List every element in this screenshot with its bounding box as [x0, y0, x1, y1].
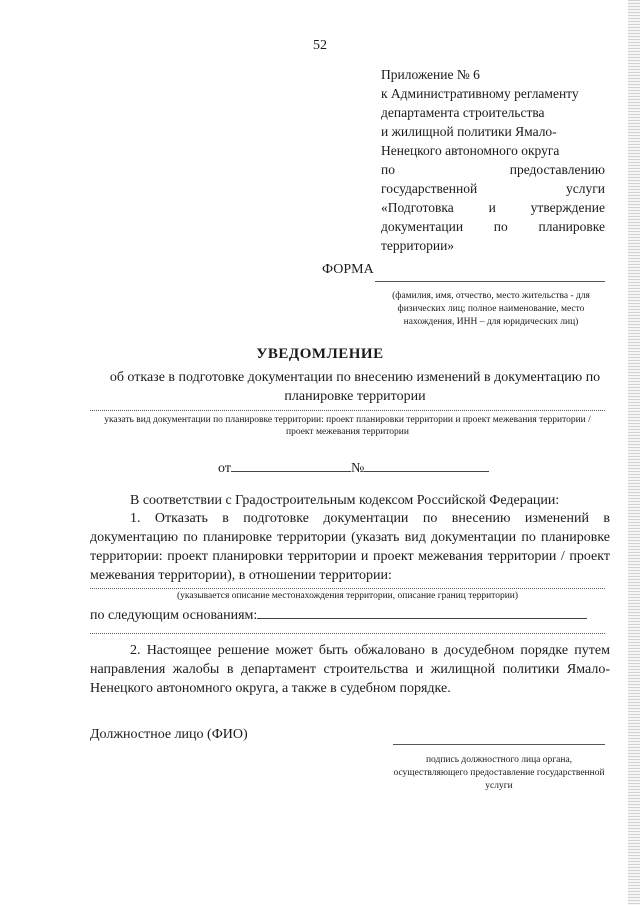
from-label: от: [218, 461, 231, 476]
document-title: УВЕДОМЛЕНИЕ: [256, 346, 384, 362]
doctype-field-line: [90, 410, 605, 411]
document-subtitle: об отказе в подготовке документации по внесению изменений в документацию по планировке территории: [109, 370, 601, 404]
appendix-line: документации по планировке: [381, 219, 605, 234]
intro-paragraph: В соответствии с Градостроительным кодексом Российской Федерации:: [130, 493, 560, 508]
appendix-header: [381, 65, 605, 255]
paragraph-1: [90, 509, 610, 585]
appendix-line: государственной услуги: [381, 181, 605, 196]
scan-edge: [628, 0, 640, 905]
grounds-row: [90, 604, 610, 624]
appendix-line: территории»: [381, 238, 455, 253]
signature-hint: подпись должностного лица органа, осуществляющего предоставление государственной услуги: [393, 755, 605, 791]
appendix-line: департамента строительства: [381, 105, 545, 120]
grounds-label: по следующим основаниям:: [90, 608, 258, 623]
official-label: Должностное лицо (ФИО): [90, 727, 248, 742]
appendix-line: Приложение № 6: [381, 67, 480, 82]
appendix-line: к Административному регламенту: [381, 86, 579, 101]
paragraph-1-text: 1. Отказать в подготовке документации по внесению изменений в документацию по планировке территории (указать вид документации по планировке территории: проект планировки территории и проект межевания территории / проект межевания территории), в отношении территории:: [90, 511, 610, 583]
appendix-line: по предоставлению: [381, 162, 605, 177]
paragraph-2: [90, 641, 610, 698]
applicant-hint: (фамилия, имя, отчество, место жительства - для физических лиц; полное наименование, место нахождения, ИНН – для юридических лиц): [392, 291, 590, 327]
applicant-field-line: [375, 281, 605, 282]
territory-field-line: [90, 588, 605, 589]
grounds-field-line: [90, 633, 605, 634]
appendix-line: Ненецкого автономного округа: [381, 143, 560, 158]
number-label: №: [350, 461, 365, 476]
paragraph-2-text: 2. Настоящее решение может быть обжаловано в досудебном порядке путем направления жалобы в департамент строительства и жилищной политики Ямало-Ненецкого автономного округа, а также в судебном порядке.: [90, 643, 610, 696]
number-blank: [364, 457, 489, 472]
page-number: 52: [313, 38, 327, 53]
signature-line: [393, 744, 605, 745]
appendix-line: «Подготовка и утверждение: [381, 200, 605, 215]
appendix-line: и жилищной политики Ямало-: [381, 124, 557, 139]
doctype-hint: указать вид документации по планировке территории: проект планировки территории и проект межевания территории / проект межевания территории: [104, 415, 591, 437]
date-blank: [231, 457, 351, 472]
grounds-blank: [257, 604, 587, 619]
territory-hint: (указывается описание местонахождения территории, описание границ территории): [176, 591, 519, 601]
form-label: ФОРМА: [322, 262, 374, 277]
date-number-row: [218, 457, 489, 477]
